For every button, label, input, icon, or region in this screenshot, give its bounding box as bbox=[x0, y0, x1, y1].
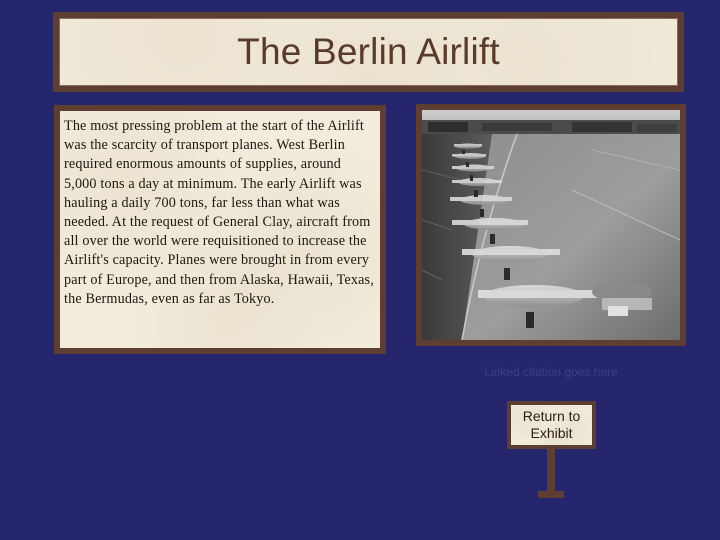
photo-frame bbox=[416, 104, 686, 346]
return-button-line-2: Exhibit bbox=[530, 425, 573, 441]
sign-base bbox=[538, 491, 564, 498]
title-banner bbox=[53, 12, 684, 92]
sign-post bbox=[547, 449, 555, 494]
return-button-line-1: Return to bbox=[522, 408, 581, 424]
return-button-label bbox=[523, 408, 581, 442]
body-paragraph: The most pressing problem at the start of the Airlift was the scarcity of transport planes. West Berlin required enormous amounts of supplies, around 5,000 tons a day at minimum. The early Airlift was hauling a daily 700 tons, far less than what was needed. At the request of General Clay, aircraft from all over the world were requisitioned to increase the Airlift's capacity. Planes were brought in from every part of Europe, and then from Alaska, Hawaii, Texas, the Bermudas, even as far as Tokyo. bbox=[64, 118, 374, 307]
body-text-panel bbox=[54, 105, 386, 354]
airfield-planes-photo bbox=[422, 110, 680, 340]
slide-title: The Berlin Airlift bbox=[237, 31, 500, 72]
return-to-exhibit-button[interactable] bbox=[507, 401, 596, 449]
citation-link[interactable]: Linked citation goes here bbox=[484, 365, 618, 379]
